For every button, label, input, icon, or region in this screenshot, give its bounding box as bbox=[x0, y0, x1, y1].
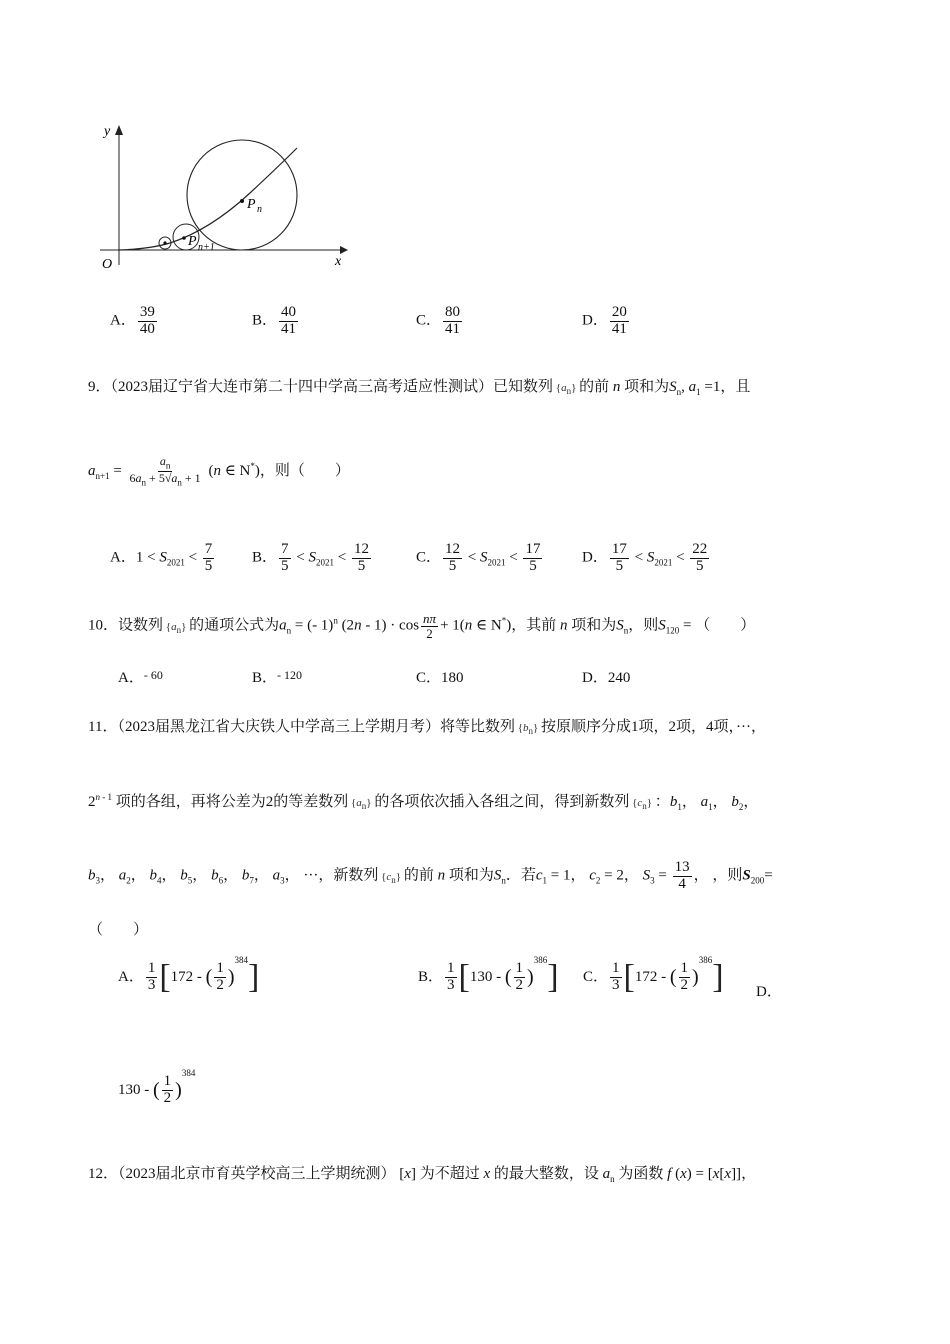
q10-option-c[interactable]: C．180 bbox=[416, 670, 464, 686]
fraction: $\frac{39}{40}$ bbox=[139, 304, 155, 337]
point-pn bbox=[240, 199, 244, 203]
q11-option-a[interactable]: A． $\frac{1}{3}$ [172 - ( $\frac{1}{2}$ )$^{384}$] bbox=[118, 955, 260, 996]
pn1-sub: n+1 bbox=[198, 242, 215, 253]
q10-option-a[interactable]: A．$^{- 60}$ bbox=[118, 668, 163, 686]
y-axis-arrow bbox=[115, 125, 123, 135]
q10-option-d[interactable]: D．240 bbox=[582, 670, 631, 686]
q9-option-b[interactable]: B． $\frac{7}{5}$ < $S_{2021}$ < $\frac{12}{5}$ bbox=[252, 541, 369, 574]
point-small bbox=[163, 241, 166, 244]
q8-option-c[interactable]: C． $\frac{80}{41}$ bbox=[416, 304, 461, 337]
q11-option-d[interactable]: 130 - ( $\frac{1}{2}$ )$^{384}$ bbox=[118, 1068, 196, 1107]
q8-option-a[interactable]: A． $\frac{39}{40}$ bbox=[110, 304, 155, 337]
q12-stem: 12．（2023届北京市育英学校高三上学期统测） [x] 为不超过 x 的最大整数，设 $a_n$ 为函数 f (x) = [x[x]]， bbox=[88, 1166, 757, 1184]
q11-paren: （ ） bbox=[88, 922, 149, 938]
curve bbox=[119, 148, 297, 250]
geometry-figure bbox=[90, 115, 360, 280]
y-label: y bbox=[104, 124, 111, 139]
q9-option-d[interactable]: D． $\frac{17}{5}$ < $S_{2021}$ < $\frac{22}{5}$ bbox=[582, 541, 708, 574]
q11-line-3: $b_3$， $a_2$， $b_4$， $b_5$， $b_6$， $b_7$， $a_3$， ···，新数列 $\{c_n\}$ 的前 n 项和为$S_n$．若$c_1 = 1$， $c_2 = 2$， $S_3$ = $\frac{13}{4}$ ， ，则$S_{200}=$ bbox=[88, 859, 773, 892]
q8-option-b[interactable]: B． $\frac{40}{41}$ bbox=[252, 304, 297, 337]
circle-large bbox=[187, 140, 297, 250]
q11-option-c[interactable]: C． $\frac{1}{3}$ [172 - ( $\frac{1}{2}$ )$^{386}$] bbox=[583, 955, 724, 996]
point-pn1 bbox=[182, 236, 186, 240]
fraction: $\frac{20}{41}$ bbox=[611, 304, 627, 337]
x-label: x bbox=[335, 254, 342, 269]
pn-sub: n bbox=[257, 204, 262, 215]
q8-option-d[interactable]: D． $\frac{20}{41}$ bbox=[582, 304, 627, 337]
q9-recurrence: $a_{n+1}$ = $\frac{a_n}{6a_n + 5√a_n + 1}$ (n ∈ N*)，则（ ） bbox=[88, 454, 350, 488]
pn1-label: P bbox=[188, 234, 197, 249]
q11-line-2: 2$^{n - 1}$ 项的各组，再将公差为2的等差数列 $\{a_n\}$ 的各项依次插入各组之间，得到新数列 $\{c_n\}$ ：$b_1$， $a_1$， $b_2$， bbox=[88, 792, 759, 812]
q11-line-1: 11．（2023届黑龙江省大庆铁人中学高三上学期月考）将等比数列 $\{b_n\}$ 按原顺序分成1项，2项，4项，···， bbox=[88, 719, 767, 737]
q9-stem: 9．（2023届辽宁省大连市第二十四中学高三高考适应性测试）已知数列 $\{a_n\}$ 的前 n 项和为$S_n$, $a_1 =1$，且 bbox=[88, 379, 751, 397]
x-axis-arrow bbox=[340, 246, 348, 254]
fraction: $\frac{40}{41}$ bbox=[281, 304, 297, 337]
origin-label: O bbox=[102, 257, 113, 272]
q10-stem: 10．设数列 $\{a_n\}$ 的通项公式为$a_n$ = (- 1)$^n$ (2n - 1) · cos $\frac{n\pi}{2}$ + 1(n ∈ N*)，其前 n 项和为$S_n$，则$S_{120}$ = （ ） bbox=[88, 611, 756, 641]
q9-option-c[interactable]: C． $\frac{12}{5}$ < $S_{2021}$ < $\frac{17}{5}$ bbox=[416, 541, 541, 574]
fraction: $\frac{80}{41}$ bbox=[445, 304, 461, 337]
pn-label: P bbox=[247, 197, 256, 212]
q9-option-a[interactable]: A．$1 < S_{2021}$ < $\frac{7}{5}$ bbox=[110, 541, 213, 574]
q10-option-b[interactable]: B．$^{- 120}$ bbox=[252, 668, 303, 686]
q11-option-b[interactable]: B． $\frac{1}{3}$ [130 - ( $\frac{1}{2}$ )$^{386}$] bbox=[418, 955, 559, 996]
q11-option-d-letter[interactable]: D． bbox=[756, 984, 782, 1000]
